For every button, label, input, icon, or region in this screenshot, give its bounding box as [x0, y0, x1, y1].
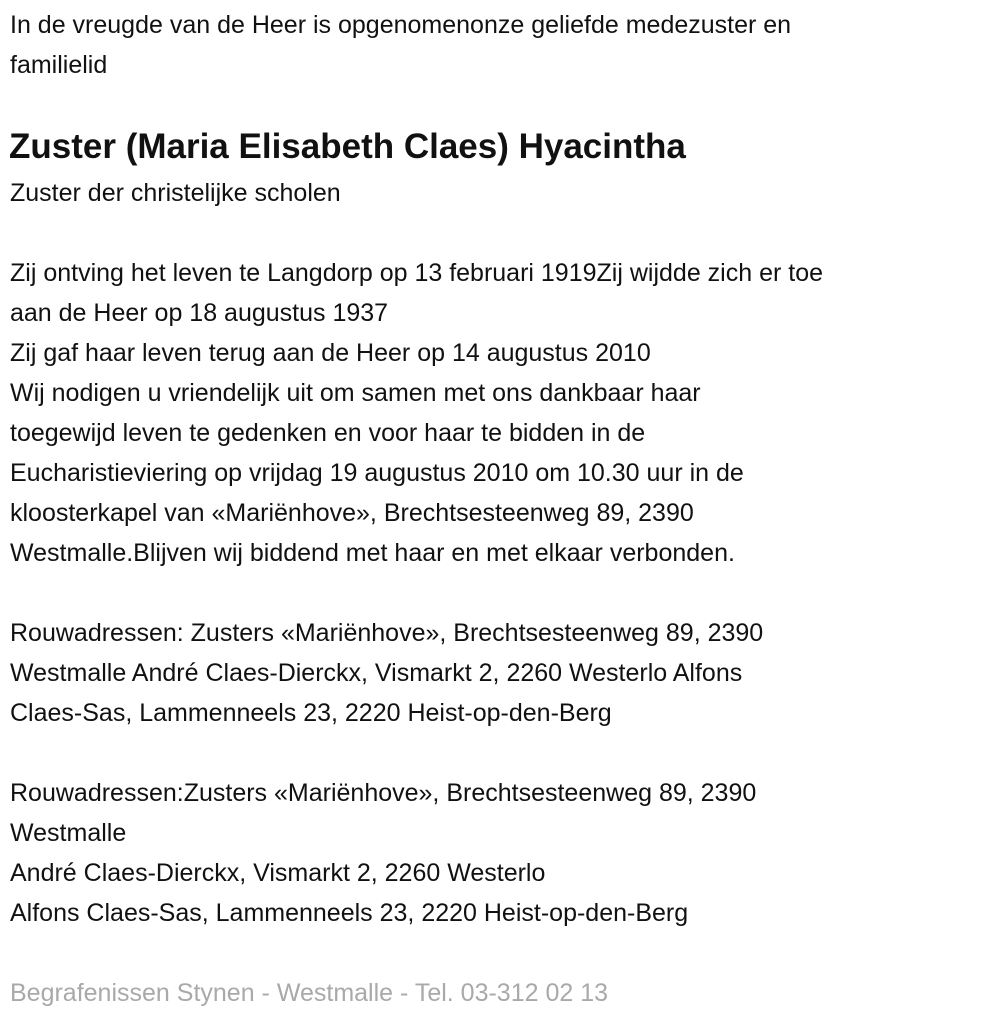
body-line: Zij ontving het leven te Langdorp op 13 februari 1919Zij wijdde zich er toe: [10, 259, 824, 287]
address-line: Westmalle André Claes-Dierckx, Vismarkt 2, 2260 Westerlo Alfons: [10, 659, 743, 687]
address-line: Rouwadressen: Zusters «Mariënhove», Brechtsesteenweg 89, 2390: [10, 619, 764, 647]
body-line: kloosterkapel van «Mariënhove», Brechtsesteenweg 89, 2390: [10, 499, 694, 527]
body-line: aan de Heer op 18 augustus 1937: [10, 299, 389, 327]
address-line: André Claes-Dierckx, Vismarkt 2, 2260 Westerlo: [10, 859, 546, 887]
body-line: Eucharistieviering op vrijdag 19 augustus 2010 om 10.30 uur in de: [10, 459, 744, 487]
intro-line: familielid: [10, 51, 108, 79]
address-line: Alfons Claes-Sas, Lammenneels 23, 2220 Heist-op-den-Berg: [10, 899, 689, 927]
address-line: Claes-Sas, Lammenneels 23, 2220 Heist-op-den-Berg: [10, 699, 612, 727]
body-line: Wij nodigen u vriendelijk uit om samen met ons dankbaar haar: [10, 379, 701, 407]
body-line: Westmalle.Blijven wij biddend met haar en met elkaar verbonden.: [10, 539, 735, 567]
address-line: Westmalle: [10, 819, 127, 847]
body-line: Zij gaf haar leven terug aan de Heer op 14 augustus 2010: [10, 339, 651, 367]
body-line: toegewijd leven te gedenken en voor haar te bidden in de: [10, 419, 646, 447]
address-line: Rouwadressen:Zusters «Mariënhove», Brechtsesteenweg 89, 2390: [10, 779, 757, 807]
intro-line: In de vreugde van de Heer is opgenomenonze geliefde medezuster en: [10, 11, 792, 39]
deceased-name: Zuster (Maria Elisabeth Claes) Hyacintha: [9, 127, 686, 166]
funeral-home-footer: Begrafenissen Stynen - Westmalle - Tel. 03-312 02 13: [10, 979, 609, 1007]
subtitle: Zuster der christelijke scholen: [10, 179, 341, 207]
